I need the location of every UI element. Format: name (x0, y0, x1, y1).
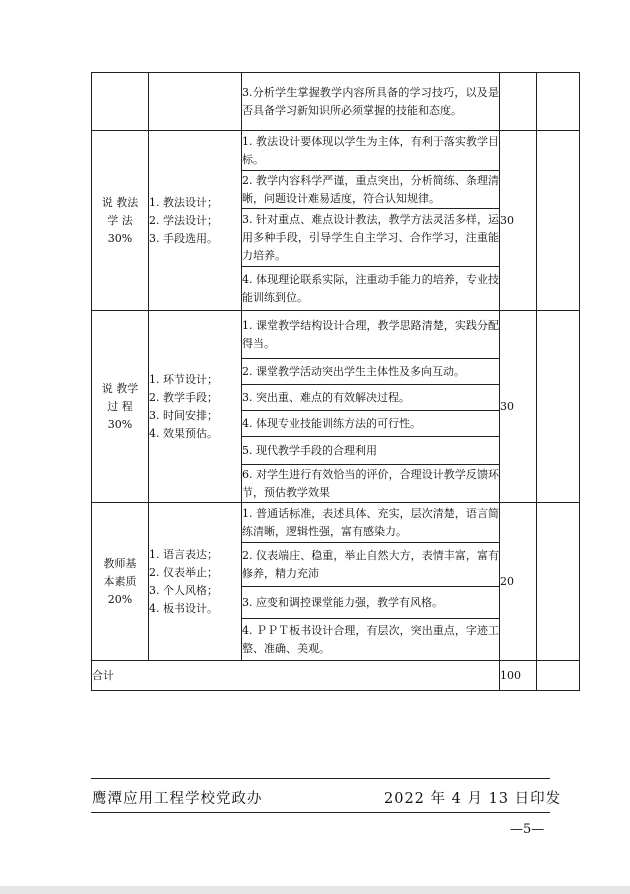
criterion-cell: 2. 教学内容科学严谨，重点突出，分析简练、条理清晰，问题设计难易适度，符合认知规律。 (242, 171, 500, 209)
total-row (92, 661, 580, 691)
footer-top-rule (91, 778, 550, 779)
category-cell: 说 教法 学 法 30% (92, 131, 149, 311)
criterion-cell: 3.分析学生掌握教学内容所具备的学习技巧，以及是否具备学习新知识所必须掌握的技能和态度。 (242, 73, 500, 131)
criterion-cell: 3. 突出重、难点的有效解决过程。 (242, 385, 500, 411)
footer-organization: 鹰潭应用工程学校党政办 (92, 791, 263, 807)
category-cell-empty (92, 73, 149, 131)
total-score: 100 (500, 661, 537, 691)
remark-cell (537, 131, 580, 311)
criterion-cell: 6. 对学生进行有效恰当的评价，合理设计教学反馈环节，预估教学效果 (242, 465, 500, 503)
page-number: —5— (510, 822, 545, 837)
points-cell-empty (149, 73, 242, 131)
score-cell: 30 (500, 311, 537, 503)
criterion-cell: 1. 教法设计要体现以学生为主体，有利于落实教学目标。 (242, 131, 500, 171)
evaluation-points-cell: 1. 教法设计； 2. 学法设计； 3. 手段选用。 (149, 131, 242, 311)
criterion-cell: 2. 课堂教学活动突出学生主体性及多向互动。 (242, 359, 500, 385)
criterion-cell: 4. ＰＰＴ板书设计合理，有层次，突出重点，字迹工整、准确、美观。 (242, 619, 500, 661)
footer-print-date: 2022 年 4 月 13 日印发 (384, 791, 562, 807)
criterion-cell: 2. 仪表端庄、稳重，举止自然大方，表情丰富，富有修养，精力充沛 (242, 543, 500, 587)
remark-cell (537, 503, 580, 661)
criterion-cell: 1. 普通话标准，表述具体、充实，层次清楚，语言简练清晰，逻辑性强，富有感染力。 (242, 503, 500, 543)
category-cell: 说 教学 过 程 30% (92, 311, 149, 503)
score-cell: 20 (500, 503, 537, 661)
criterion-cell: 4. 体现理论联系实际，注重动手能力的培养，专业技能训练到位。 (242, 267, 500, 311)
category-cell: 教师基 本素质 20% (92, 503, 149, 661)
criterion-cell: 3. 针对重点、难点设计教法，教学方法灵活多样，运用多种手段，引导学生自主学习、合作学习，注重能力培养。 (242, 209, 500, 267)
criterion-cell: 1. 课堂教学结构设计合理，教学思路清楚，实践分配得当。 (242, 311, 500, 359)
remark-cell-empty (537, 73, 580, 131)
evaluation-points-cell: 1. 环节设计； 2. 教学手段； 3. 时间安排； 4. 效果预估。 (149, 311, 242, 503)
evaluation-table (91, 72, 580, 691)
remark-cell (537, 661, 580, 691)
page-bottom-edge (0, 886, 630, 894)
total-label: 合计 (92, 661, 500, 691)
table-row (92, 311, 580, 359)
table-row (92, 131, 580, 171)
table-row (92, 73, 580, 131)
criterion-cell: 5. 现代教学手段的合理利用 (242, 437, 500, 465)
remark-cell (537, 311, 580, 503)
table-row (92, 503, 580, 543)
criterion-cell: 3. 应变和调控课堂能力强，教学有风格。 (242, 587, 500, 619)
footer-bottom-rule (91, 812, 550, 813)
score-cell-empty (500, 73, 537, 131)
score-cell: 30 (500, 131, 537, 311)
criterion-cell: 4. 体现专业技能训练方法的可行性。 (242, 411, 500, 437)
evaluation-points-cell: 1. 语言表达； 2. 仪表举止； 3. 个人风格； 4. 板书设计。 (149, 503, 242, 661)
